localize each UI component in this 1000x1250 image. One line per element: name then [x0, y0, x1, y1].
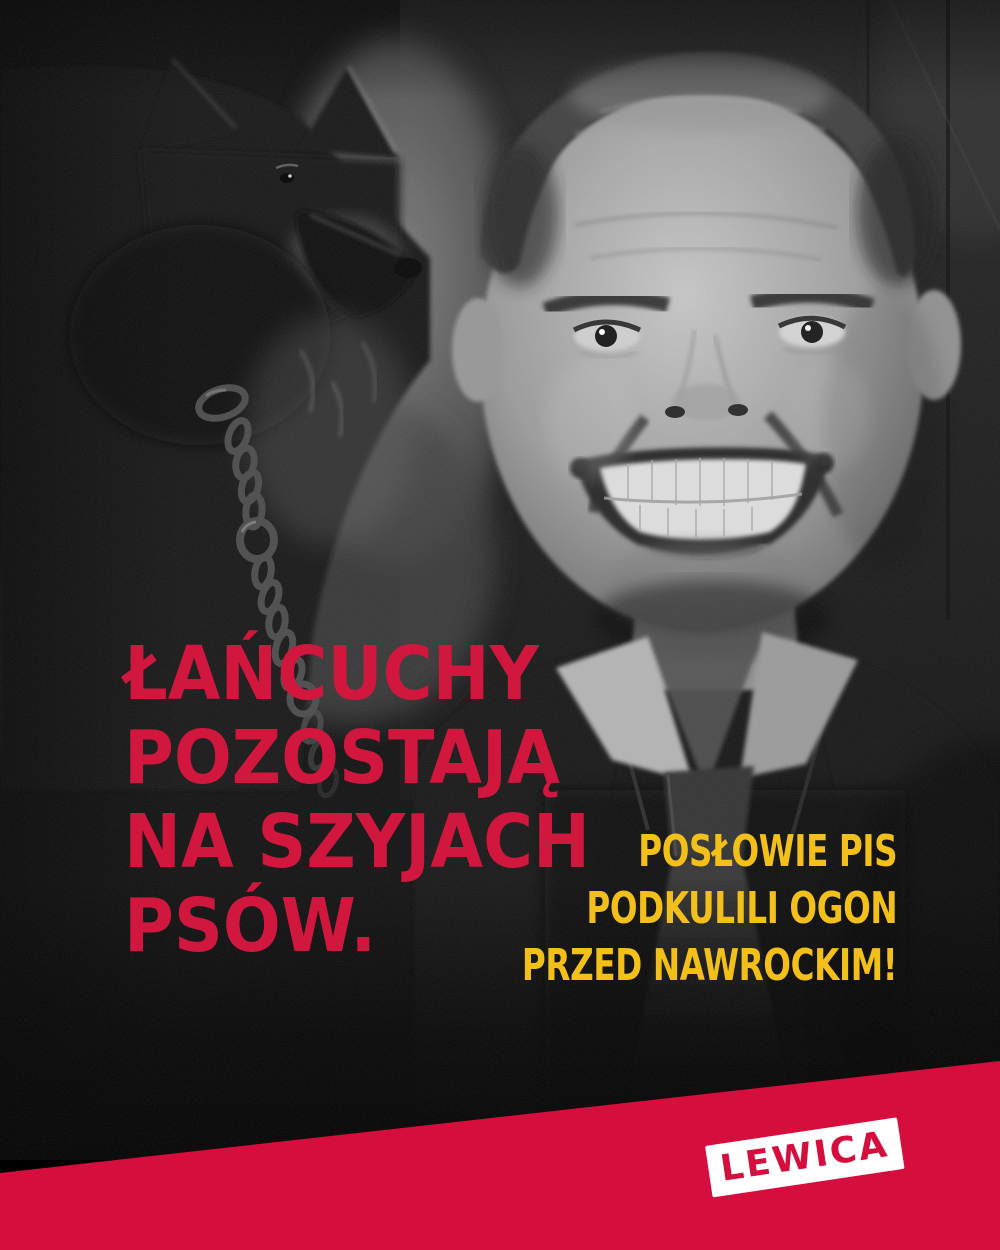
subheadline-line: PODKULILI OGON	[586, 883, 897, 934]
headline-line: PSÓW.	[124, 883, 377, 969]
subheadline-line: POSŁOWIE PIS	[637, 826, 897, 877]
headline	[124, 632, 590, 968]
headline-line: POZOSTAJĄ	[124, 715, 560, 801]
headline-line: NA SZYJACH	[124, 799, 591, 885]
lewica-logo-label: LEWICA	[717, 1124, 892, 1190]
subheadline-line: PRZED NAWROCKIM!	[521, 940, 897, 991]
subheadline	[522, 823, 897, 994]
headline-line: ŁAŃCUCHY	[124, 631, 539, 717]
